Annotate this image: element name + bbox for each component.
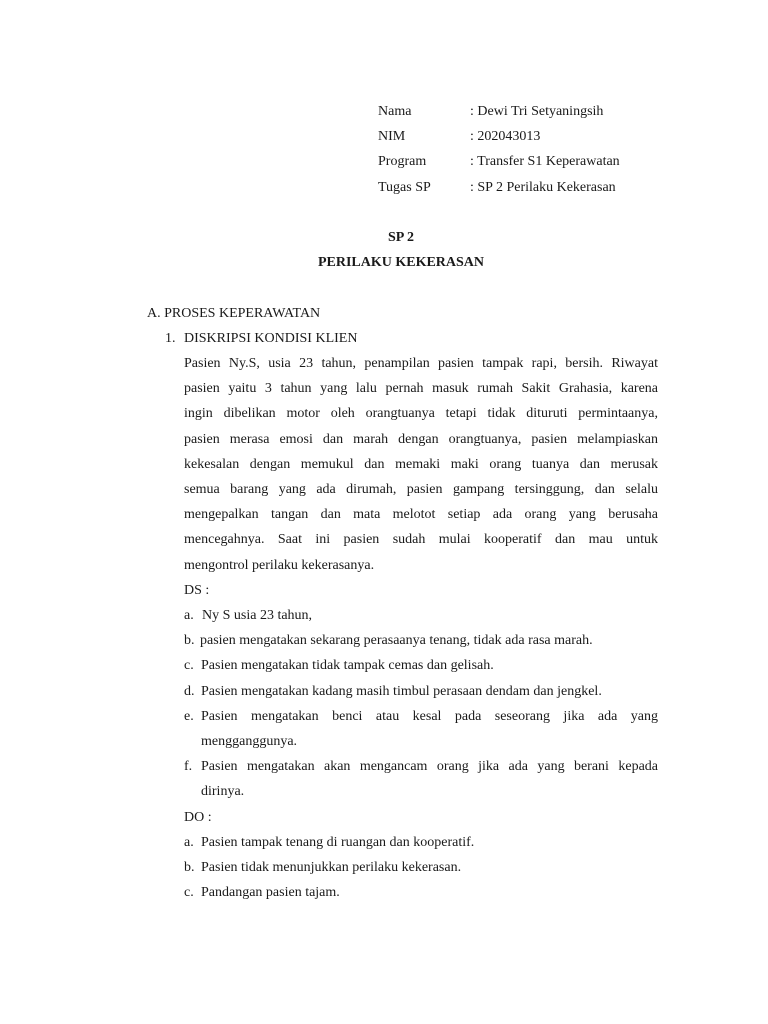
header-label-tugas: Tugas SP — [378, 180, 431, 195]
paragraph-line-last: mengontrol perilaku kekerasanya. — [184, 558, 375, 573]
paragraph-line: mengepalkan tangan dan mata melotot setiap ada orang yang berusaha — [184, 507, 658, 522]
header-value-nim: : 202043013 — [470, 129, 541, 144]
ds-marker-d: d. — [184, 684, 195, 699]
ds-item-d: Pasien mengatakan kadang masih timbul perasaan dendam dan jengkel. — [201, 684, 602, 699]
ds-marker-a: a. — [184, 608, 194, 623]
item-number: 1. — [165, 331, 176, 346]
ds-marker-c: c. — [184, 658, 194, 673]
header-label-program: Program — [378, 154, 427, 169]
paragraph-line: kekesalan dengan memukul dan memaki maki orang tuanya dan merusak — [184, 457, 658, 472]
item-heading: DISKRIPSI KONDISI KLIEN — [184, 331, 358, 346]
header-value-nama: : Dewi Tri Setyaningsih — [470, 104, 604, 119]
ds-marker-e: e. — [184, 709, 194, 724]
paragraph-line: semua barang yang ada dirumah, pasien gampang tersinggung, dan selalu — [184, 482, 658, 497]
ds-item-a: Ny S usia 23 tahun, — [202, 608, 313, 623]
do-marker-c: c. — [184, 885, 194, 900]
ds-label: DS : — [184, 583, 210, 598]
paragraph-line: Pasien Ny.S, usia 23 tahun, penampilan pasien tampak rapi, bersih. Riwayat — [184, 356, 658, 371]
header-label-nim: NIM — [378, 129, 406, 144]
header-label-nama: Nama — [378, 104, 412, 119]
do-item-b: Pasien tidak menunjukkan perilaku kekerasan. — [201, 860, 462, 875]
ds-item-c: Pasien mengatakan tidak tampak cemas dan gelisah. — [201, 658, 494, 673]
do-item-c: Pandangan pasien tajam. — [201, 885, 340, 900]
paragraph-line: pasien yaitu 3 tahun yang lalu pernah masuk rumah Sakit Grahasia, karena — [184, 381, 658, 396]
section-heading: A. PROSES KEPERAWATAN — [147, 306, 321, 321]
ds-item-e: Pasien mengatakan benci atau kesal pada seseorang jika ada yang — [201, 709, 658, 724]
paragraph-line: mencegahnya. Saat ini pasien sudah mulai kooperatif dan mau untuk — [184, 532, 658, 547]
header-value-tugas: : SP 2 Perilaku Kekerasan — [470, 180, 616, 195]
paragraph-line: ingin dibelikan motor oleh orangtuanya tetapi tidak dituruti permintaanya, — [184, 406, 658, 421]
do-marker-b: b. — [184, 860, 195, 875]
ds-marker-b: b. — [184, 633, 195, 648]
paragraph-line: pasien merasa emosi dan marah dengan orangtuanya, pasien melampiaskan — [184, 432, 658, 447]
header-value-program: : Transfer S1 Keperawatan — [470, 154, 620, 169]
ds-item-f: Pasien mengatakan akan mengancam orang jika ada yang berani kepada — [201, 759, 658, 774]
ds-marker-f: f. — [184, 759, 193, 774]
ds-item-b: pasien mengatakan sekarang perasaanya tenang, tidak ada rasa marah. — [200, 633, 593, 648]
do-item-a: Pasien tampak tenang di ruangan dan kooperatif. — [201, 835, 475, 850]
ds-item-e-cont: mengganggunya. — [201, 734, 298, 749]
do-marker-a: a. — [184, 835, 194, 850]
do-label: DO : — [184, 810, 212, 825]
title-heading: PERILAKU KEKERASAN — [317, 255, 485, 270]
ds-item-f-cont: dirinya. — [201, 784, 245, 799]
title-sp: SP 2 — [387, 230, 415, 245]
